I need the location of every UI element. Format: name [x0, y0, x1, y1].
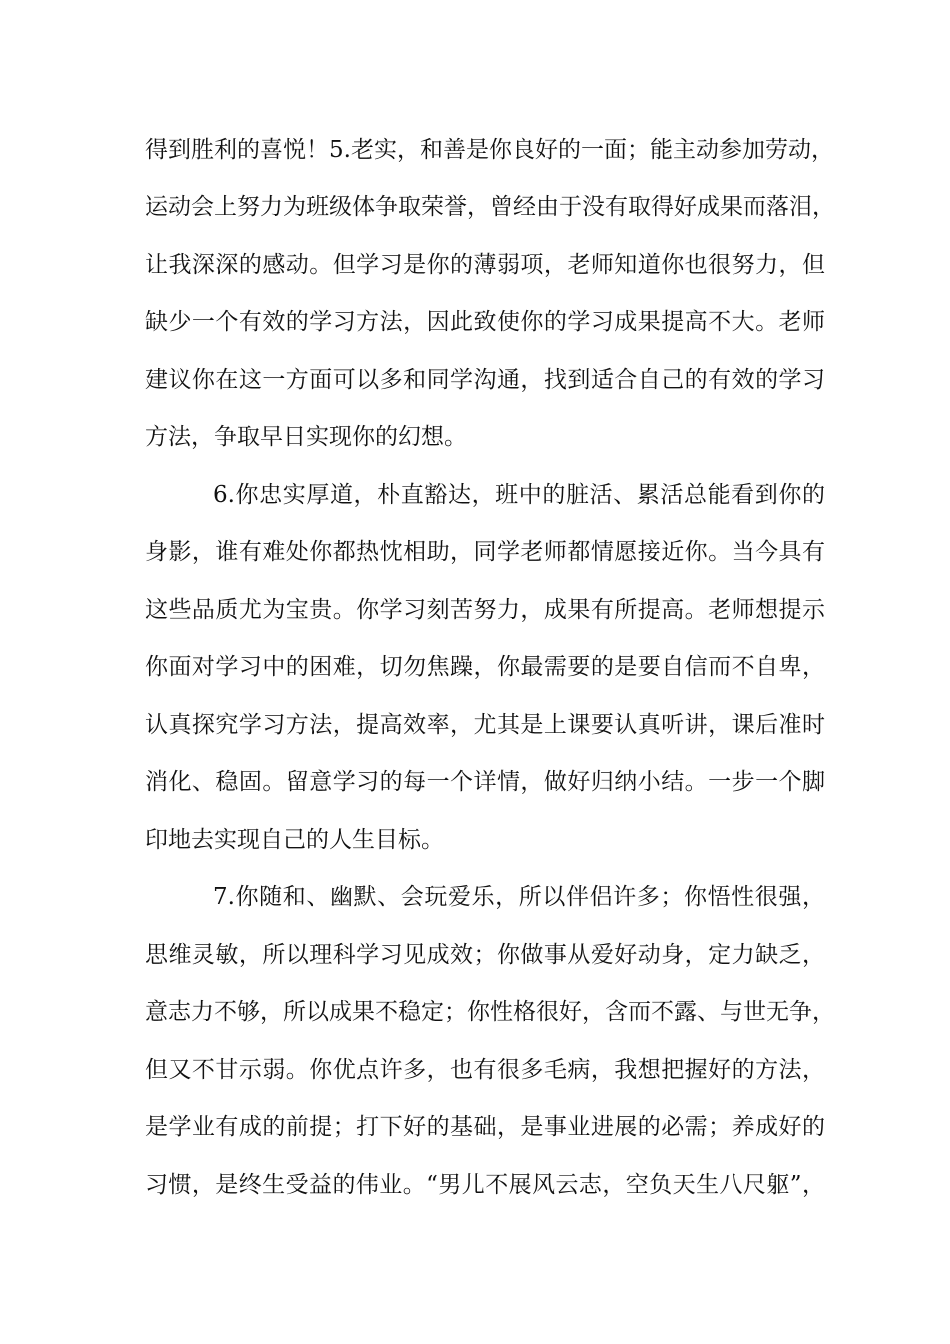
text-line: 7.你随和、幽默、会玩爱乐，所以伴侣许多；你悟性很强，: [213, 884, 825, 910]
text-line: 运动会上努力为班级体争取荣誉，曾经由于没有取得好成果而落泪，: [145, 194, 835, 220]
text-line: 印地去实现自己的人生目标。: [145, 827, 444, 853]
text-line: 方法，争取早日实现你的幻想。: [145, 424, 467, 450]
text-line: 思维灵敏，所以理科学习见成效；你做事从爱好动身，定力缺乏，: [145, 942, 825, 968]
text-line: 缺少一个有效的学习方法，因此致使你的学习成果提高不大。老师: [145, 309, 825, 335]
text-line: 习惯，是终生受益的伟业。“男儿不展风云志，空负天生八尺躯”，: [145, 1172, 825, 1198]
text-line: 认真探究学习方法，提高效率，尤其是上课要认真听讲，课后准时: [145, 712, 825, 738]
text-line: 建议你在这一方面可以多和同学沟通，找到适合自己的有效的学习: [145, 367, 825, 393]
text-line: 你面对学习中的困难，切勿焦躁，你最需要的是要自信而不自卑，: [145, 654, 825, 680]
text-line: 让我深深的感动。但学习是你的薄弱项，老师知道你也很努力，但: [145, 252, 825, 278]
text-line: 身影，谁有难处你都热忱相助，同学老师都情愿接近你。当今具有: [145, 539, 825, 565]
text-line: 是学业有成的前提；打下好的基础，是事业进展的必需；养成好的: [145, 1114, 825, 1140]
text-line: 消化、稳固。留意学习的每一个详情，做好归纳小结。一步一个脚: [145, 769, 825, 795]
text-line: 这些品质尤为宝贵。你学习刻苦努力，成果有所提高。老师想提示: [145, 597, 825, 623]
text-line: 但又不甘示弱。你优点许多，也有很多毛病，我想把握好的方法，: [145, 1057, 825, 1083]
text-line: 意志力不够，所以成果不稳定；你性格很好，含而不露、与世无争，: [145, 999, 835, 1025]
text-line: 得到胜利的喜悦！5.老实，和善是你良好的一面；能主动参加劳动，: [145, 137, 834, 163]
text-line: 6.你忠实厚道，朴直豁达，班中的脏活、累活总能看到你的: [213, 482, 825, 508]
